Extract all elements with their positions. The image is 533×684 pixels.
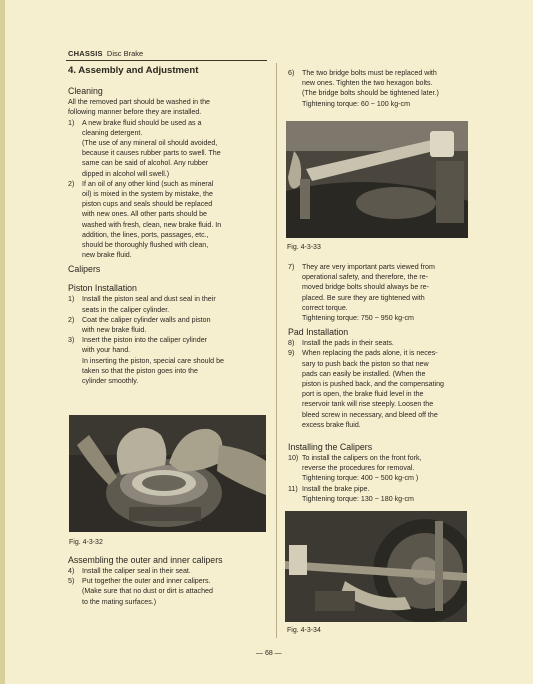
text-line: port is open, the brake fluid level in the	[302, 390, 424, 399]
piston-insertion-image	[69, 415, 266, 532]
item-number: 1)	[68, 295, 75, 304]
right-column-top	[288, 68, 468, 109]
column-divider	[276, 63, 277, 638]
text-line: They are very important parts viewed from	[302, 263, 435, 271]
list-item	[288, 453, 468, 484]
text-line: seats in the caliper cylinder.	[82, 305, 170, 314]
text-line: Coat the caliper cylinder walls and piston	[82, 315, 211, 324]
header-rule	[66, 60, 267, 61]
text-line: Install the brake pipe.	[302, 484, 370, 493]
item-number: 2)	[68, 315, 75, 324]
installing-calipers-heading: Installing the Calipers	[288, 442, 373, 453]
text-line: with new brake fluid.	[82, 326, 147, 335]
text-line: Install the caliper seal in their seat.	[82, 567, 191, 575]
figure-4-3-33-photo	[286, 121, 468, 238]
text-line: Tightening torque: 130 ~ 180 kg-cm	[302, 494, 414, 503]
list-item	[68, 315, 268, 335]
page-number: — 68 —	[256, 650, 282, 657]
text-line: The two bridge bolts must be replaced with	[302, 69, 437, 77]
list-item	[68, 566, 268, 576]
caliper-installation-image	[285, 511, 467, 622]
item-number: 11)	[288, 484, 298, 493]
text-line: addition, the lines, ports, passages, etc.,	[82, 230, 209, 239]
text-line: sary to push back the piston so that new	[302, 359, 429, 368]
text-line: new brake fluid.	[82, 251, 132, 260]
list-item	[68, 294, 268, 314]
text-line: cleaning detergent.	[82, 128, 143, 137]
list-item	[288, 68, 468, 109]
assembling-heading: Assembling the outer and inner calipers	[68, 555, 223, 565]
item-number: 2)	[68, 179, 75, 188]
text-line: moved bridge bolts should always be re-	[302, 283, 429, 292]
text-line: pads can easily be installed. (When the	[302, 369, 426, 378]
text-line: Tightening torque: 60 ~ 100 kg-cm	[302, 99, 410, 108]
text-line: taken so that the piston goes into the	[82, 366, 198, 375]
figure-4-3-32-photo	[69, 415, 266, 532]
text-line: Insert the piston into the caliper cylinder	[82, 336, 207, 345]
list-item	[68, 179, 268, 261]
text-line: (The use of any mineral oil should avoided,	[82, 139, 218, 148]
bridge-bolt-tightening-image	[286, 121, 468, 238]
text-line: placed. Be sure they are tightened with	[302, 293, 425, 302]
item-number: 6)	[288, 69, 295, 77]
text-line: to the mating surfaces.)	[82, 597, 157, 606]
text-line: All the removed part should be washed in the	[68, 98, 210, 107]
text-line: following manner before they are installed.	[68, 108, 202, 117]
text-line: In inserting the piston, special care should be	[82, 356, 224, 365]
text-line: Tightening torque: 750 ~ 950 kg-cm	[302, 314, 414, 323]
right-column-middle	[288, 262, 468, 504]
figure-caption: Fig. 4-3-32	[69, 539, 103, 546]
text-line: new ones. Tighten the two hexagon bolts.	[302, 79, 433, 88]
cleaning-heading: Cleaning	[68, 86, 103, 97]
text-line: piston cups and seals should be replaced	[82, 200, 213, 209]
text-line: washed with fresh, clean, new brake fluid. In	[82, 220, 222, 229]
item-number: 4)	[68, 567, 75, 575]
text-line: with your hand.	[82, 346, 131, 355]
text-line: same can be said of alcohol. Any rubber	[82, 159, 209, 168]
text-line: excess brake fluid.	[302, 420, 361, 429]
assembling-section	[68, 555, 268, 607]
text-line: dipped in alcohol will swell.)	[82, 169, 170, 178]
page-edge	[0, 0, 5, 684]
text-line: cylinder smoothly.	[82, 377, 139, 386]
list-item	[288, 348, 468, 430]
item-number: 1)	[68, 118, 75, 127]
list-item	[68, 576, 268, 607]
text-line: reservoir tank will rise steeply. Loosen the	[302, 400, 434, 409]
figure-caption: Fig. 4-3-34	[287, 627, 321, 634]
text-line: Tightening torque: 400 ~ 500 kg-cm )	[302, 474, 419, 483]
item-number: 9)	[288, 349, 295, 358]
item-number: 7)	[288, 263, 295, 271]
text-line: (The bridge bolts should be tightened later.)	[302, 89, 439, 98]
list-item	[288, 484, 468, 504]
item-number: 10)	[288, 454, 299, 463]
text-line: (Make sure that no dust or dirt is attached	[82, 587, 213, 596]
text-line: with new ones. All other parts should be	[82, 210, 208, 219]
text-line: piston is pushed back, and the compensating	[302, 380, 444, 389]
text-line: operational safety, and therefore, the re-	[302, 273, 429, 282]
text-line: reverse the procedures for removal.	[302, 464, 415, 473]
text-line: Put together the outer and inner calipers.	[82, 577, 211, 586]
page-header	[68, 49, 143, 58]
text-line: A new brake fluid should be used as a	[82, 118, 202, 127]
text-line: because it causes rubber parts to swell. The	[82, 149, 221, 158]
item-number: 3)	[68, 336, 75, 345]
text-line: If an oil of any other kind (such as mineral	[82, 179, 214, 188]
list-item	[68, 335, 268, 386]
text-line: To install the calipers on the front fork,	[302, 454, 422, 463]
text-line: correct torque.	[302, 303, 348, 312]
left-column	[68, 62, 268, 386]
calipers-heading: Calipers	[68, 264, 101, 275]
text-line: should be thoroughly flushed with clean,	[82, 241, 209, 250]
text-line: When replacing the pads alone, it is neces-	[302, 349, 438, 358]
section-title: 4. Assembly and Adjustment	[68, 65, 199, 76]
pad-installation-heading: Pad Installation	[288, 327, 349, 338]
cleaning-intro	[68, 97, 268, 117]
text-line: Install the pads in their seats.	[302, 339, 394, 348]
list-item	[68, 118, 268, 179]
header-subsection: Disc Brake	[106, 49, 144, 58]
list-item	[288, 338, 468, 348]
piston-installation-heading: Piston Installation	[68, 283, 137, 294]
figure-caption: Fig. 4-3-33	[287, 244, 321, 251]
text-line: bleed screw in necessary, and bleed off the	[302, 410, 438, 419]
header-section: CHASSIS	[68, 49, 103, 58]
list-item	[288, 262, 468, 323]
text-line: Install the piston seal and dust seal in their	[82, 295, 216, 304]
item-number: 5)	[68, 577, 75, 586]
item-number: 8)	[288, 339, 295, 348]
text-line: oil) is mixed in the system by mistake, the	[82, 190, 213, 199]
figure-4-3-34-photo	[285, 511, 467, 622]
